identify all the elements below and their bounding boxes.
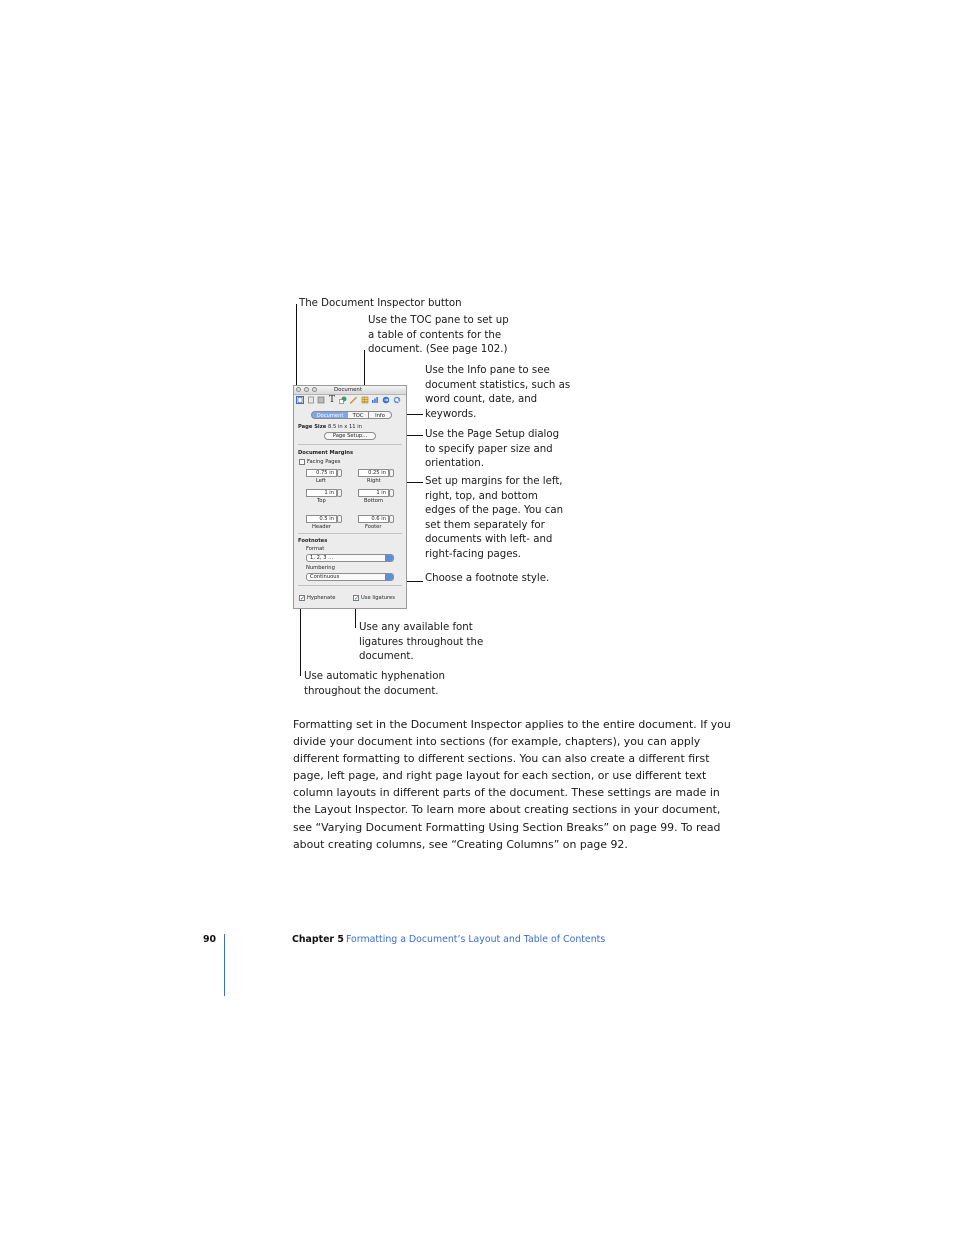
top-label: Top bbox=[317, 498, 326, 504]
right-margin-field[interactable]: 0.25 in bbox=[358, 469, 389, 477]
callout-ligatures: Use any available font ligatures throughout the document. bbox=[359, 622, 484, 663]
close-button[interactable] bbox=[296, 387, 301, 392]
footer-margin-stepper[interactable] bbox=[389, 515, 394, 523]
bottom-margin-stepper[interactable] bbox=[389, 489, 394, 497]
ligatures-label: Use ligatures bbox=[361, 595, 395, 601]
left-margin-field[interactable]: 0.75 in bbox=[306, 469, 337, 477]
header-margin-stepper[interactable] bbox=[337, 515, 342, 523]
hyphenate-label: Hyphenate bbox=[307, 595, 336, 601]
page-size-label: Page Size bbox=[298, 424, 327, 430]
bottom-label: Bottom bbox=[364, 498, 384, 504]
top-margin-field[interactable]: 1 in bbox=[306, 489, 337, 497]
footer-chapter-title: Formatting a Document’s Layout and Table of Contents bbox=[346, 934, 606, 945]
callout-toc-pane: Use the TOC pane to set up a table of contents for the document. (See page 102.) bbox=[368, 315, 509, 356]
leader-inspector-button bbox=[296, 304, 297, 398]
ligatures-checkbox[interactable]: ✓ bbox=[354, 595, 360, 602]
inspector-toolbar bbox=[295, 395, 406, 406]
bottom-margin-field[interactable]: 1 in bbox=[358, 489, 389, 497]
page-size-value: 8.5 in x 11 in bbox=[328, 424, 362, 430]
footnotes-heading: Footnotes bbox=[298, 538, 328, 544]
body-paragraph: Formatting set in the Document Inspector applies to the entire document. If you divide your document into sections (for example, chapters), you can apply different formatting to different sections. You can also create a different first page, left page, and right page layout for each section, or use different text column layouts in different parts of the document. These settings are made in the Layout Inspector. To learn more about creating sections in your document, see “Varying Document Formatting Using Section Breaks” on page 99. To read about creating columns, see “Creating Columns” on page 92. bbox=[293, 718, 731, 851]
document-inspector-window bbox=[293, 385, 407, 609]
callout-inspector-button: The Document Inspector button bbox=[299, 298, 462, 309]
wrap-inspector-icon[interactable] bbox=[317, 396, 325, 404]
format-label: Format bbox=[306, 546, 325, 552]
hyphenate-checkbox[interactable]: ✓ bbox=[300, 595, 306, 602]
header-margin-field[interactable]: 0.5 in bbox=[306, 515, 337, 523]
left-label: Left bbox=[316, 478, 326, 484]
metrics-inspector-icon[interactable] bbox=[349, 396, 357, 404]
callout-footnote-style: Choose a footnote style. bbox=[425, 573, 550, 584]
header-label: Header bbox=[312, 524, 331, 530]
right-label: Right bbox=[367, 478, 381, 484]
table-inspector-icon[interactable] bbox=[361, 396, 369, 404]
format-popup[interactable] bbox=[306, 554, 394, 562]
tab-info[interactable]: Info bbox=[368, 411, 392, 419]
callout-hyphenation: Use automatic hyphenation throughout the document. bbox=[304, 671, 445, 697]
graphic-inspector-icon[interactable] bbox=[339, 396, 347, 404]
tab-toc[interactable]: TOC bbox=[348, 411, 369, 419]
left-margin-stepper[interactable] bbox=[337, 469, 342, 477]
layout-inspector-icon[interactable] bbox=[307, 396, 315, 404]
margins-heading: Document Margins bbox=[298, 450, 354, 456]
link-inspector-icon[interactable] bbox=[382, 396, 390, 404]
footer-margin-field[interactable]: 0.6 in bbox=[358, 515, 389, 523]
facing-pages-checkbox[interactable] bbox=[299, 459, 305, 465]
page-number: 90 bbox=[203, 934, 217, 945]
tab-document[interactable]: Document bbox=[311, 411, 349, 419]
title-bar bbox=[294, 386, 406, 395]
chevron-down-icon bbox=[385, 574, 393, 580]
chart-inspector-icon[interactable] bbox=[371, 396, 379, 404]
document-inspector-icon[interactable] bbox=[296, 396, 304, 404]
facing-pages-label: Facing Pages bbox=[307, 459, 341, 465]
callout-page-setup: Use the Page Setup dialog to specify paper size and orientation. bbox=[425, 429, 560, 470]
top-margin-stepper[interactable] bbox=[337, 489, 342, 497]
zoom-button[interactable] bbox=[312, 387, 317, 392]
quicktime-inspector-icon[interactable] bbox=[393, 396, 401, 404]
chevron-down-icon bbox=[385, 555, 393, 561]
right-margin-stepper[interactable] bbox=[389, 469, 394, 477]
minimize-button[interactable] bbox=[304, 387, 309, 392]
format-value: 1, 2, 3 ... bbox=[310, 555, 334, 561]
footer-rule bbox=[224, 934, 225, 996]
leader-hyphenation bbox=[300, 598, 301, 676]
window-title: Document bbox=[334, 387, 362, 393]
text-inspector-icon[interactable]: T bbox=[328, 395, 335, 405]
footer-chapter: Chapter 5 bbox=[292, 934, 344, 945]
footer-label: Footer bbox=[365, 524, 382, 530]
page-setup-button[interactable]: Page Setup... bbox=[324, 432, 376, 440]
numbering-value: Continuous bbox=[310, 574, 340, 580]
numbering-label: Numbering bbox=[306, 565, 335, 571]
callout-info-pane: Use the Info pane to see document statistics, such as word count, date, and keywords. bbox=[425, 365, 571, 420]
numbering-popup[interactable] bbox=[306, 573, 394, 581]
callout-margins: Set up margins for the left, right, top, and bottom edges of the page. You can set them separately for documents with left- and right-facing pages. bbox=[425, 476, 564, 560]
